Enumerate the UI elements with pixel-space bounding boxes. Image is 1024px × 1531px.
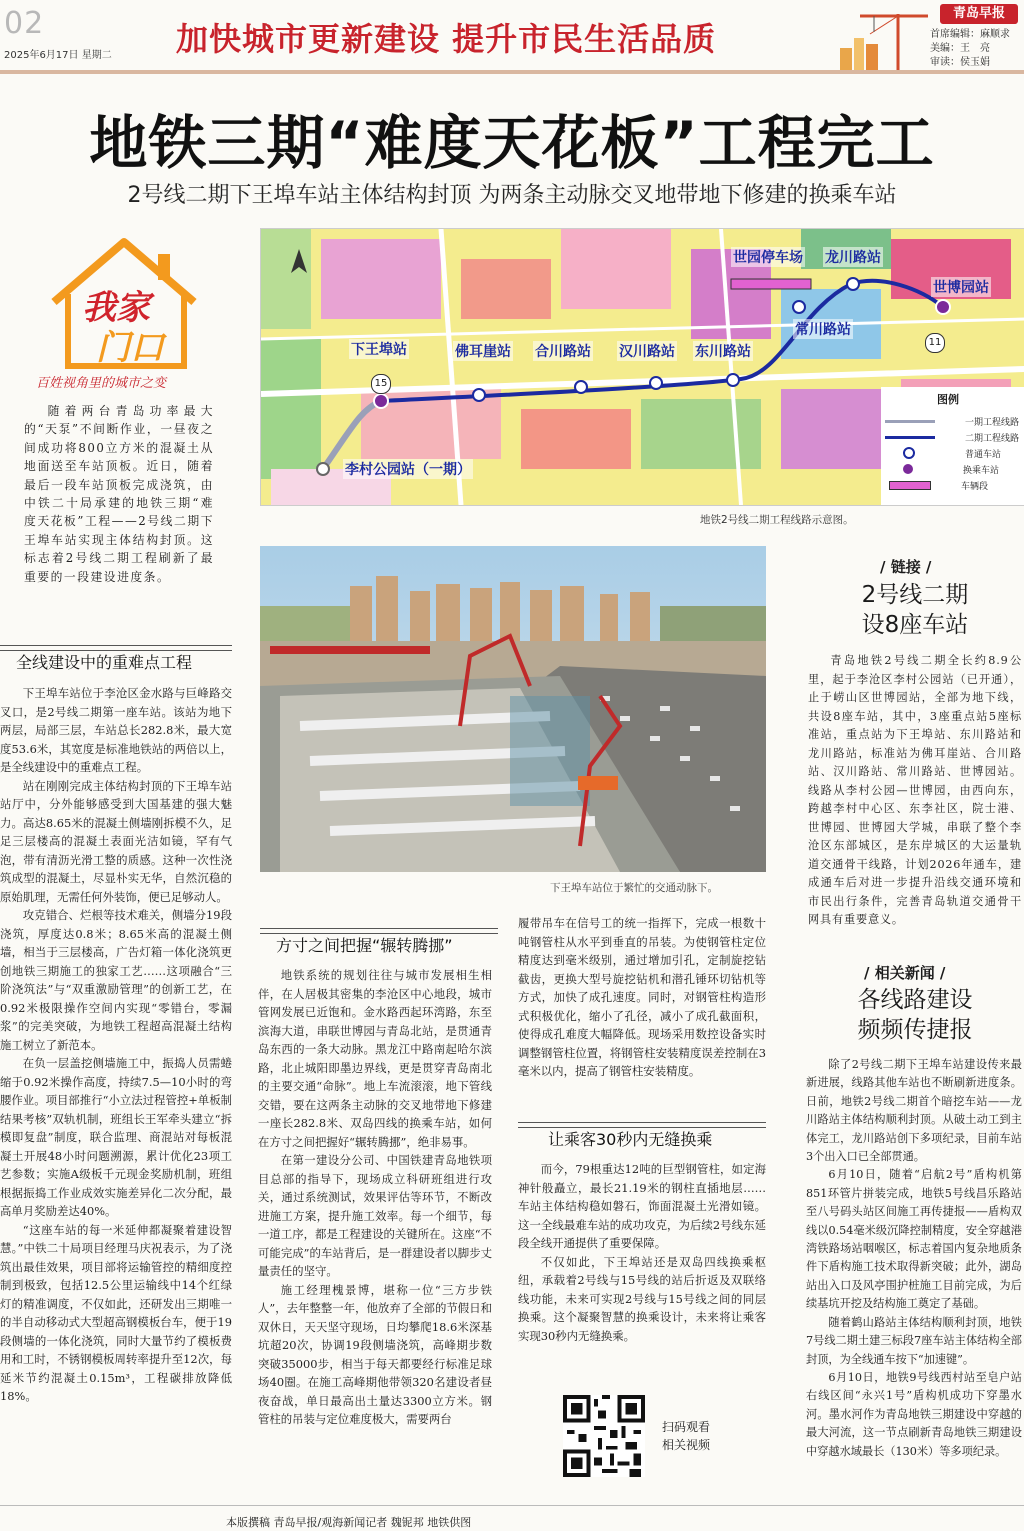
editor-credits	[930, 28, 1010, 70]
section1-paragraph: 攻克错合、烂根等技术难关，侧墙分19段浇筑，厚度达0.8米；8.65米高的混凝土侧墙，相当于三层楼高，广告灯箱一体化浇筑更创地铁三期施工的独家工艺……这项融合“三阶浇筑法”与“双重激励管理”的创新工艺，在0.92米极限操作空间内实现“零错台，零漏浆”的完美突破，为地铁工程超高混凝土结构施工树立了新范本。	[0, 908, 232, 1052]
section1-paragraph: 下王埠车站位于李沧区金水路与巨峰路交叉口，是2号线二期第一座车站。该站为地下两层，局部三层，车站总长282.8米，最大宽度53.6米，其宽度是标准地铁站的两倍以上，是全线建设中的重难点工程。	[0, 686, 232, 774]
section3-cont-paragraph: 履带吊车在信号工的统一指挥下，完成一根数十吨钢管柱从水平到垂直的吊装。为使钢管柱定位精度达到毫米级别，通过增加引孔，定制旋挖钻截齿，更换大型号旋挖钻机和潜孔锤环切钻机等方式，加快了成孔速度。同时，对钢管柱构造形式积极优化，缩小了孔径，减小了成孔截面积，使得成孔难度大幅降低。现场采用数控设备实时调整钢管柱位置，将钢管柱安装精度误差控制在3毫米以内，提高了钢管柱安装精度。	[518, 916, 766, 1078]
footer-divider	[0, 1505, 1024, 1506]
station-dongchuan: 东川路站	[693, 341, 753, 361]
legend-label: 换乘车站	[963, 465, 1000, 476]
section1-paragraph: 站在刚刚完成主体结构封顶的下王埠车站站厅中，分外能够感受到大国基建的强大魅力。高达8.65米的混凝土侧墙刚拆模不久，足足三层楼高的混凝土表面光洁如镜，罕有气泡，带有清沥光滑工整的质感。这种一次性浇筑成型的混凝土，尽显朴实无华，自然沉稳的原始肌理，无需任何外装饰，便已足够动人。	[0, 778, 232, 904]
route-map	[260, 228, 1024, 506]
sidebar2-paragraph: 随着鹤山路站主体结构顺利封顶，地铁7号线二期土建三标段7座车站主体结构全部封顶，为全线通车按下“加速键”。	[806, 1315, 1022, 1366]
construction-photo-graphic	[260, 546, 766, 872]
station-foyaya: 佛耳崖站	[453, 341, 513, 361]
section3-paragraph: 而今，79根重达12吨的巨型钢管柱，如定海神针般矗立，最长21.19米的钢柱直插地层……车站主体结构稳如磐石，饰面混凝土光滑如镜。这一全线最难车站的成功攻克，为后续2号线东延段全线开通提供了重要保障。	[518, 1162, 766, 1250]
section3-heading: 让乘客30秒内无缝换乘	[548, 1130, 713, 1149]
newspaper-logo: 青岛早报	[940, 4, 1018, 24]
station-changchuan: 常川路站	[793, 319, 853, 339]
map-caption: 地铁2号线二期工程线路示意图。	[700, 514, 854, 526]
sidebar1-tag: / 链接 /	[880, 558, 932, 576]
sidebar1-title	[810, 580, 1020, 640]
credit-designer: 美编：王 亮	[930, 43, 990, 54]
legend-label: 二期工程线路	[965, 433, 1020, 444]
station-licun: 李村公园站（一期）	[343, 459, 473, 479]
station-shiyuan-depot: 世园停车场	[731, 247, 805, 267]
sidebar2-body	[806, 1056, 1022, 1461]
sidebar1-title-line1: 2号线二期	[861, 582, 969, 608]
intro-text	[24, 402, 214, 586]
sidebar2-title-line2: 频频传捷报	[857, 1017, 973, 1043]
legend-depot-swatch	[889, 481, 931, 490]
legend-station-swatch	[903, 447, 915, 459]
station-longchuan: 龙川路站	[823, 247, 883, 267]
column-logo-title-2: 门口	[96, 328, 164, 368]
section1-paragraph: “这座车站的每一米延伸都凝聚着建设智慧。”中铁二十局项目经理马庆祝表示，为了浇筑出最佳效果，项目部将运输管控的精细度控制到极致，包括12.5公里运输线中14个红绿灯的精准调度，不仅如此，还研发出三期唯一的半自动移动式大型超高钢模板台车，便于19段侧墙的一体化浇筑，同时大量节约了模板费用和工时，不锈钢模板周转率提升至12次，每延米节约混凝土0.15m³，工程碳排放降低18%。	[0, 1222, 232, 1403]
section2-paragraph: 施工经理槐景博，堪称一位“三方步铁人”，去年整整一年，他放弃了全部的节假日和双休日，天天坚守现场，日均攀爬18.6米深基坑超20次，协调19段侧墙浇筑，高峰期步数突破35000步，相当于每天都要经行标准足球场40圈。在施工高峰期他带领320名建设者昼夜奋战，单日最高出土量达3300立方米。钢管柱的吊装与定位难度极大，需要两台	[258, 1282, 492, 1426]
construction-photo	[260, 546, 766, 872]
subheadline: 2号线二期下王埠车站主体结构封顶 为两条主动脉交叉地带地下修建的换乘车站	[127, 183, 897, 208]
legend-phase2-swatch	[885, 436, 935, 439]
section3-body	[518, 1160, 766, 1345]
legend-item	[885, 413, 1023, 429]
section1-heading: 全线建设中的重难点工程	[16, 653, 193, 672]
section1-body	[0, 684, 232, 1406]
column-logo-title-1: 我家	[82, 288, 150, 328]
section2-paragraph: 地铁系统的规划往往与城市发展相生相伴，在人居极其密集的李沧区中心地段，城市管网发展已近饱和。金水路西起环湾路，东至滨海大道，串联世博园与青岛北站，是贯通青岛东西的一条大动脉。黑龙江中路南起哈尔滨路，北止城阳即墨边界线，更是贯穿青岛南北的主要交通“命脉”。地上车流滚滚，地下管线交错，要在这两条主动脉的交叉地带地下修建一座长282.8米、双岛四线的换乘车站，如何在方寸之间把握好“辗转腾挪”，绝非易事。	[258, 968, 492, 1149]
header-divider	[0, 70, 1024, 74]
sidebar2-paragraph: 6月10日，地铁9号线西村站至皂户站右线区间“永兴1号”盾构机成功下穿墨水河。墨水河作为青岛地铁三期建设中穿越的最大河流，这一节点刷新青岛地铁三期建设中穿越水域最长（130米）等多项纪录。	[806, 1370, 1022, 1458]
legend-title: 图例	[937, 393, 959, 406]
line-15-marker: 15	[371, 374, 391, 394]
sidebar2-paragraph: 除了2号线二期下王埠车站建设传来最新进展，线路其他车站也不断刷新进度条。日前，地铁2号线二期首个暗挖车站——龙川路站主体结构顺利封顶。从破土动工到主体完工，龙川路站创下多项纪录，目前车站3个出入口已全部贯通。	[806, 1058, 1022, 1164]
sidebar1-title-line2: 设8座车站	[861, 612, 969, 638]
credit-editor: 首席编辑：麻顺求	[930, 29, 1010, 40]
station-xiawangbu: 下王埠站	[349, 339, 409, 359]
legend-transfer-swatch	[903, 464, 913, 474]
qr-caption-line2: 相关视频	[662, 1438, 711, 1452]
qr-caption-line1: 扫码观看	[662, 1420, 711, 1434]
legend-label: 一期工程线路	[965, 417, 1020, 428]
section2-paragraph: 在第一建设分公司、中国铁建青岛地铁项目总部的指导下，现场成立科研班组进行攻关，通过系统测试，效果评估等环节，不断改进施工方案，提升施工效率。每一个细节，每一道工序，都是工程建设的关键所在。这座“不可能完成”的车站背后，是一群建设者以脚步丈量责任的坚守。	[258, 1153, 492, 1278]
sidebar1-body	[808, 652, 1022, 930]
column-logo-subtitle: 百姓视角里的城市之变	[36, 376, 167, 391]
crane-skyline-icon	[840, 8, 930, 70]
byline-footer: 本版撰稿 青岛早报/观海新闻记者 魏铌邦 地铁供图	[226, 1516, 472, 1529]
section2-heading: 方寸之间把握“辗转腾挪”	[276, 936, 453, 955]
section1-paragraph: 在负一层盖挖侧墙施工中，振捣人员需蜷缩于0.92米操作高度，持续7.5—10小时的弯腰作业。项目部推行“小立法过程管控+单板制结果考核”双轨机制，班组长王军牵头建立“拆模即复盘”制度，联合监理、商混站对每板混凝土开展48小时问题溯源，累计优化23项工艺参数；实施A级板千元现金奖励机制，班组根据振捣工作业成效实施差异化二次分配，最高单月奖励差达40%。	[0, 1056, 232, 1218]
credit-proofreader: 审读：侯玉娟	[930, 57, 990, 68]
legend-item	[885, 445, 1023, 461]
legend-item	[885, 461, 1023, 477]
section3-paragraph: 不仅如此，下王埠站还是双岛四线换乘枢纽，承载着2号线与15号线的站后折返及双联络线功能，未来可实现2号线与15号线之间的同层换乘。这个凝聚智慧的换乘设计，未来将让乘客实现30秒内无缝换乘。	[518, 1254, 766, 1343]
line-11-marker: 11	[925, 333, 945, 353]
qr-caption	[662, 1418, 710, 1454]
sidebar2-tag: / 相关新闻 /	[864, 964, 946, 982]
legend-item	[885, 477, 1023, 493]
date-line: 2025年6月17日 星期二	[4, 50, 112, 61]
legend-item	[885, 429, 1023, 445]
station-hanchuan: 汉川路站	[617, 341, 677, 361]
page-number: 02	[4, 6, 45, 41]
legend-label: 车辆段	[961, 481, 989, 492]
section2-body	[258, 966, 492, 1429]
legend-label: 普通车站	[965, 449, 1002, 460]
station-shibo: 世博园站	[931, 277, 991, 297]
map-legend	[885, 391, 1023, 493]
sidebar2-title-line1: 各线路建设	[857, 987, 973, 1013]
sidebar1-paragraph: 青岛地铁2号线二期全长约8.9公里，起于李沧区李村公园站（已开通），止于崂山区世博园站，全部为地下线，共设8座车站，其中，3座重点站5座标准站，重点站为下王埠站、东川路站和龙川路站，标准站为佛耳崖站、合川路站、汉川路站、常川路站、世博园站。线路从李村公园—世博园，由西向东，跨越李村中心区、东李社区，院士港、世博园、世博园大学城，串联了整个李沧区东部城区，是东岸城区的大运量轨道交通骨干线路，计划2026年通车，建成通车后对进一步提升沿线交通环境和市民出行条件，完善青岛轨道交通骨干网具有重要意义。	[808, 654, 1022, 926]
sidebar2-title	[810, 985, 1020, 1045]
qr-code-icon	[563, 1395, 645, 1477]
section3-continued	[518, 914, 766, 1081]
header-slogan: 加快城市更新建设 提升市民生活品质	[176, 20, 717, 58]
sidebar2-paragraph: 6月10日，随着“启航2号”盾构机第851环管片拼装完成，地铁5号线昌乐路站至八号码头站区间施工再传捷报——盾构双线以0.54毫米级沉降控制精度，安全穿越港湾铁路场站咽喉区，标志着国内复杂地质条件下盾构施工技术取得新突破；此外，湖岛站出入口及风亭围护桩施工目前完成，为后续基坑开挖及结构施工奠定了基础。	[806, 1168, 1022, 1311]
intro-paragraph: 随着两台青岛功率最大的“天泵”不间断作业，一昼夜之间成功将800立方米的混凝土从地面送至车站顶板。近日，随着最后一段车站顶板完成浇筑，由中铁二十局承建的地铁三期“难度天花板”工程——2号线二期下王埠车站实现主体结构封顶。这标志着2号线二期工程刷新了最重要的一段建设进度条。	[24, 404, 214, 584]
photo-caption: 下王埠车站位于繁忙的交通动脉下。	[550, 882, 718, 894]
legend-phase1-swatch	[885, 420, 935, 423]
headline: 地铁三期“难度天花板”工程完工	[89, 109, 935, 177]
station-hechuan: 合川路站	[533, 341, 593, 361]
